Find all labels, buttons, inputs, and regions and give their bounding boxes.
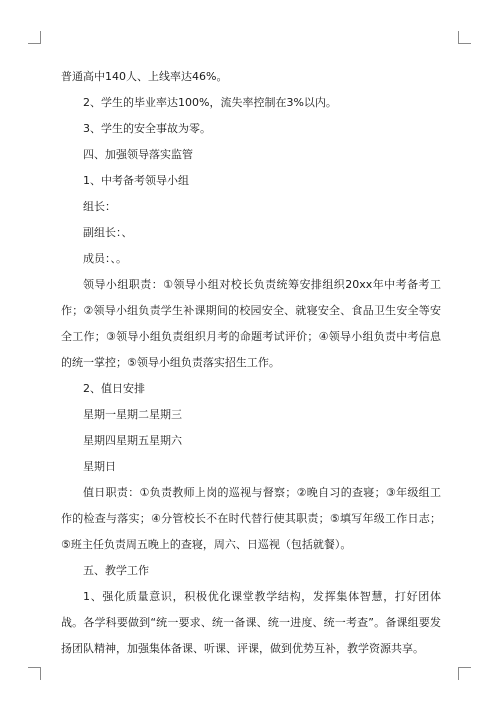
section-heading-teaching: 五、教学工作 <box>83 564 149 577</box>
paragraph-deputy-leader: 副组长：、 <box>83 226 133 239</box>
subheading-duty-schedule: 2、值日安排 <box>83 382 145 395</box>
crop-mark-top-left <box>28 31 41 44</box>
paragraph-weekdays-1: 星期一星期二星期三 <box>83 408 182 421</box>
paragraph-group-duties: 领导小组职责：①领导小组对校长负责统筹安排组织20xx年中考备考工作；②领导小组负责学生补课期间的校园安全、就寝安全、食品卫生安全等安全工作；③领导小组负责组织月考的命题考试评价；④领导小组负责中考信息的统一掌控；⑤领导小组负责落实招生工作。 <box>61 278 441 369</box>
subheading-exam-group: 1、中考备考领导小组 <box>83 174 189 187</box>
paragraph-group-leader: 组长： <box>83 200 116 213</box>
crop-mark-bottom-left <box>28 667 41 680</box>
paragraph-safety: 3、学生的安全事故为零。 <box>83 122 211 135</box>
paragraph-duty-responsibilities: 值日职责：①负责教师上岗的巡视与督察；②晚自习的查寝；③年级组工作的检查与落实；④分管校长不在时代替行使其职责；⑤填写年级工作日志；⑤班主任负责周五晚上的查寝，周六、日巡视（包括就餐）。 <box>61 486 441 551</box>
paragraph-weekdays-2: 星期四星期五星期六 <box>83 434 182 447</box>
paragraph-members: 成员：、。 <box>83 252 127 265</box>
paragraph-graduation-rate: 2、学生的毕业率达100%，流失率控制在3%以内。 <box>83 96 337 109</box>
paragraph-weekdays-3: 星期日 <box>83 460 116 473</box>
document-body <box>61 64 441 662</box>
paragraph-continuation: 普通高中140人、上线率达46%。 <box>61 70 228 83</box>
crop-mark-bottom-right <box>458 667 471 680</box>
paragraph-quality-awareness: 1、强化质量意识，积极优化课堂教学结构，发挥集体智慧，打好团体战。各学科要做到“统一要求、统一备课、统一进度、统一考查”。备课组要发扬团队精神，加强集体备课、听课、评课，做到优势互补，教学资源共享。 <box>61 590 441 655</box>
crop-mark-top-right <box>458 31 471 44</box>
section-heading-leadership: 四、加强领导落实监管 <box>83 148 193 161</box>
